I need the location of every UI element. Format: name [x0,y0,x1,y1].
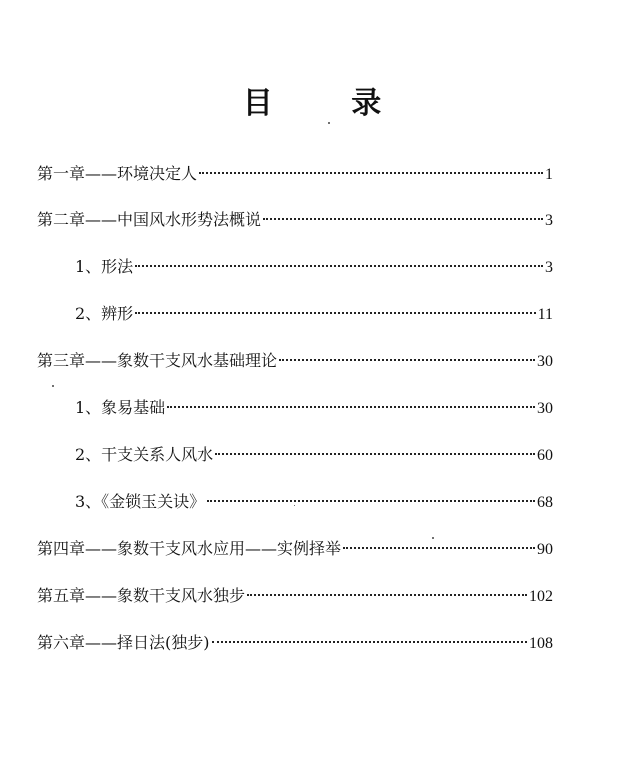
toc-entry-label: 2、干支关系人风水 [75,445,214,464]
toc-entry-label: 第三章——象数干支风水基础理论 [37,351,278,370]
toc-entry-page-number: 102 [529,588,553,605]
dot-leader [199,172,543,174]
dot-leader [263,218,543,220]
toc-entry-page-number: 1 [545,166,553,183]
dot-leader [135,312,535,314]
toc-entry-chapter-2[interactable] [37,209,553,232]
scan-speck [52,385,54,387]
toc-entry-section-2-2[interactable] [75,303,553,326]
dot-leader [212,641,528,643]
scan-speck [328,122,330,124]
scan-speck [432,537,434,539]
toc-entry-label: 2、辨形 [75,304,134,323]
dot-leader [247,594,527,596]
toc-entry-page-number: 30 [537,353,553,370]
toc-entry-section-3-2[interactable] [75,444,553,467]
toc-entry-label: 第四章——象数干支风水应用——实例择举 [37,539,342,558]
toc-entry-page-number: 108 [529,635,553,652]
toc-entry-label: 1、形法 [75,257,134,276]
toc-entry-chapter-4[interactable] [37,538,553,561]
toc-entry-chapter-1[interactable] [37,163,553,186]
toc-entry-page-number: 30 [537,400,553,417]
toc-entry-page-number: 68 [537,494,553,511]
toc-entry-label: 第二章——中国风水形势法概说 [37,210,262,229]
dot-leader [279,359,535,361]
page-title: 目 录 [242,86,416,121]
toc-entry-page-number: 3 [545,212,553,229]
toc-entry-page-number: 11 [537,306,553,323]
toc-entry-chapter-3[interactable] [37,350,553,373]
toc-entry-label: 3、《金锁玉关诀》 [75,492,206,511]
toc-entry-label: 第六章——择日法(独步) [37,633,210,652]
toc-entry-page-number: 60 [537,447,553,464]
toc-entry-page-number: 3 [545,259,553,276]
dot-leader [215,453,535,455]
toc-entry-section-2-1[interactable] [75,256,553,279]
toc-entry-page-number: 90 [537,541,553,558]
toc-entry-section-3-3[interactable] [75,491,553,514]
scan-speck [294,505,295,506]
toc-entry-label: 1、象易基础 [75,398,166,417]
dot-leader [167,406,535,408]
dot-leader [135,265,543,267]
toc-entry-chapter-6[interactable] [37,632,553,655]
toc-entry-label: 第一章——环境决定人 [37,164,198,183]
toc-entry-label: 第五章——象数干支风水独步 [37,586,246,605]
toc-entry-chapter-5[interactable] [37,585,553,608]
dot-leader [343,547,535,549]
toc-entry-section-3-1[interactable] [75,397,553,420]
dot-leader [207,500,535,502]
